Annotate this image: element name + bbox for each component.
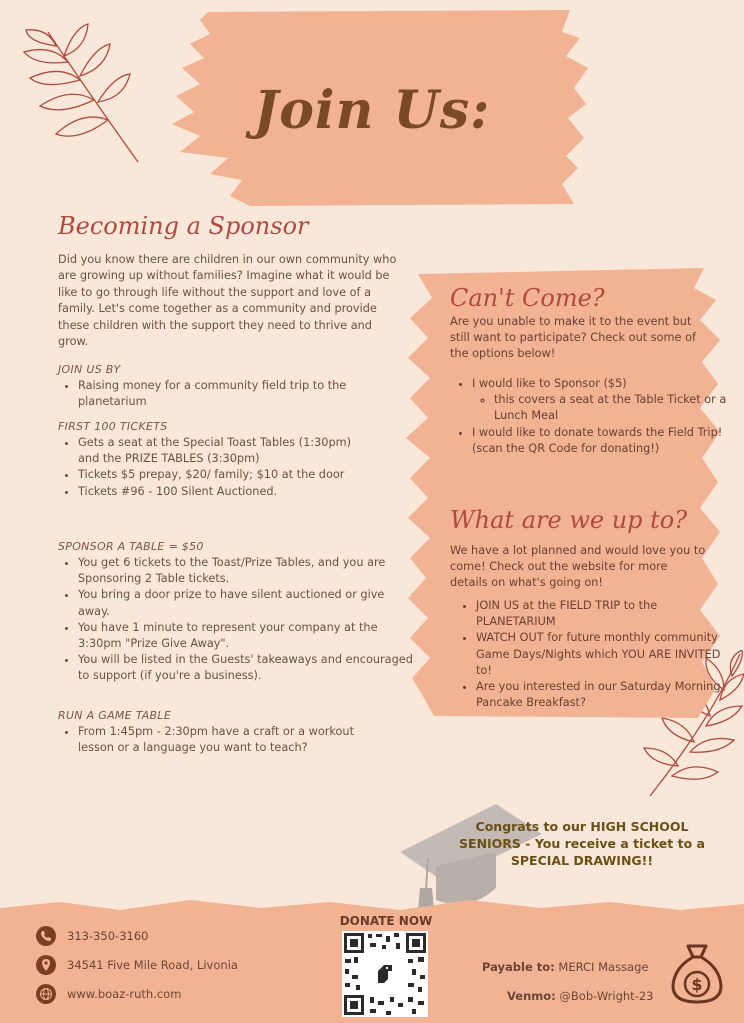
first-tickets-label: FIRST 100 TICKETS xyxy=(58,420,168,433)
list-item: • Gets a seat at the Special Toast Tables (1:30pm) and the PRIZE TABLES (3:30pm) xyxy=(78,435,368,467)
qr-code[interactable] xyxy=(342,931,428,1017)
list-item xyxy=(472,376,728,425)
contact-phone[interactable] xyxy=(36,926,148,946)
congrats-line: SPECIAL DRAWING!! xyxy=(510,853,654,868)
join-label: JOIN US BY xyxy=(58,363,121,376)
first-tickets-list xyxy=(58,435,368,500)
list-item: • Are you interested in our Saturday Morning Pancake Breakfast? xyxy=(476,679,728,711)
svg-text:$: $ xyxy=(691,975,703,994)
location-icon xyxy=(36,955,56,975)
up-to-list xyxy=(456,598,728,711)
sponsor-table-list xyxy=(58,555,418,685)
address-text: 34541 Five Mile Road, Livonia xyxy=(67,958,238,972)
list-item: • You will be listed in the Guests' takeaways and encouraged to support (if you're a business). xyxy=(78,652,418,684)
payable-value: MERCI Massage xyxy=(558,960,649,974)
join-list xyxy=(58,378,378,410)
money-bag-icon xyxy=(668,942,726,1006)
list-item: • You bring a door prize to have silent auctioned or give away. xyxy=(78,587,418,619)
list-item: • You have 1 minute to represent your company at the 3:30pm "Prize Give Away". xyxy=(78,620,418,652)
list-item: • JOIN US at the FIELD TRIP to the PLANETARIUM xyxy=(476,598,728,630)
phone-icon xyxy=(36,926,56,946)
sponsor-intro: Did you know there are children in our own community who are growing up without families? Imagine what it would be like to go through life without the support and love of a family. Let's come together as a community and provide these children with the support they need to thrive and grow. xyxy=(58,253,397,349)
up-to-intro: We have a lot planned and would love you to come! Check out the website for more details on what's going on! xyxy=(450,544,706,590)
list-item: • Raising money for a community field trip to the planetarium xyxy=(78,378,378,410)
venmo-line xyxy=(507,989,653,1003)
game-table-list xyxy=(58,724,378,756)
sponsor-heading: Becoming a Sponsor xyxy=(58,212,309,240)
donate-label: DONATE NOW xyxy=(339,914,433,928)
list-item: • WATCH OUT for future monthly community Game Days/Nights which YOU ARE INVITED to! xyxy=(476,630,728,679)
list-item: • From 1:45pm - 2:30pm have a craft or a workout lesson or a language you want to teach? xyxy=(78,724,378,756)
cant-come-list xyxy=(452,376,728,457)
contact-address[interactable] xyxy=(36,955,238,975)
list-item: • Tickets $5 prepay, $20/ family; $10 at the door xyxy=(78,467,368,483)
congrats-line: SENIORS - You receive a ticket to a xyxy=(459,836,705,851)
list-item: • I would like to donate towards the Field Trip! (scan the QR Code for donating!) xyxy=(472,425,728,457)
venmo-value: @Bob-Wright-23 xyxy=(559,989,654,1003)
cant-come-intro: Are you unable to make it to the event but still want to participate? Check out some of the options below! xyxy=(450,315,696,361)
list-item: • Tickets #96 - 100 Silent Auctioned. xyxy=(78,484,368,500)
contact-website[interactable] xyxy=(36,984,181,1004)
list-item-text: I would like to Sponsor ($5) xyxy=(472,377,627,390)
sub-list-item: ◦ this covers a seat at the Table Ticket or a Lunch Meal xyxy=(494,392,728,424)
sponsor-table-label: SPONSOR A TABLE = $50 xyxy=(58,540,204,553)
globe-icon xyxy=(36,984,56,1004)
list-item: • You get 6 tickets to the Toast/Prize Tables, and you are Sponsoring 2 Table tickets. xyxy=(78,555,418,587)
game-table-label: RUN A GAME TABLE xyxy=(58,709,172,722)
payable-line xyxy=(482,960,648,974)
congrats-text xyxy=(448,818,716,869)
payable-label: Payable to: xyxy=(482,960,555,974)
page-title: Join Us: xyxy=(253,80,491,141)
website-text: www.boaz-ruth.com xyxy=(67,987,182,1001)
congrats-line: Congrats to our HIGH SCHOOL xyxy=(475,819,689,834)
phone-text: 313-350-3160 xyxy=(67,929,149,943)
venmo-label: Venmo: xyxy=(507,989,556,1003)
up-to-heading: What are we up to? xyxy=(450,506,688,534)
cant-come-heading: Can't Come? xyxy=(450,284,605,312)
